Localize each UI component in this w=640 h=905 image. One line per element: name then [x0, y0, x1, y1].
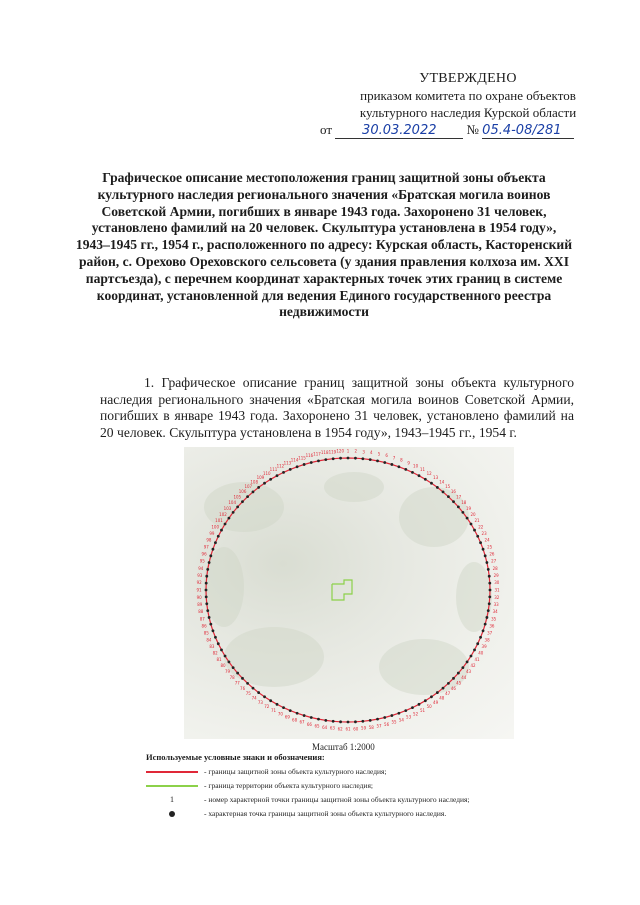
- boundary-point-label: 29: [493, 573, 499, 578]
- boundary-point: [457, 672, 460, 675]
- boundary-point-label: 78: [229, 675, 235, 680]
- boundary-point-label: 85: [203, 630, 209, 636]
- boundary-point-label: 5: [377, 451, 381, 457]
- boundary-point-label: 89: [197, 602, 203, 607]
- boundary-point: [447, 495, 450, 498]
- boundary-point-label: 36: [489, 623, 495, 629]
- boundary-point: [347, 721, 350, 724]
- boundary-point-label: 13: [433, 475, 439, 480]
- boundary-point: [476, 642, 479, 645]
- boundary-point: [241, 500, 244, 503]
- boundary-point-label: 14: [439, 479, 445, 485]
- boundary-point: [282, 471, 285, 474]
- boundary-point-label: 20: [470, 511, 476, 517]
- boundary-point: [488, 596, 491, 599]
- boundary-point-label: 102: [219, 511, 227, 517]
- boundary-point: [489, 589, 492, 592]
- boundary-point-label: 97: [203, 544, 209, 550]
- approval-line-1: приказом комитета по охране объектов: [360, 88, 576, 103]
- boundary-point-label: 64: [322, 724, 328, 730]
- boundary-point: [324, 458, 327, 461]
- boundary-point: [376, 718, 379, 721]
- boundary-point: [224, 523, 227, 526]
- boundary-point-label: 72: [264, 704, 270, 710]
- legend-item-text: - граница территории объекта культурного наследия;: [204, 781, 373, 790]
- boundary-point: [332, 457, 335, 460]
- boundary-point-label: 27: [491, 558, 497, 564]
- boundary-point: [324, 719, 327, 722]
- boundary-point: [209, 554, 212, 557]
- boundary-point-label: 112: [276, 463, 285, 469]
- boundary-point-label: 54: [398, 717, 404, 723]
- boundary-point-label: 68: [292, 717, 298, 723]
- boundary-point-label: 90: [196, 594, 202, 600]
- boundary-point: [361, 457, 364, 460]
- boundary-point: [332, 720, 335, 723]
- boundary-point-label: 118: [320, 450, 329, 456]
- boundary-point-label: 61: [345, 726, 351, 732]
- legend-green-line-symbol: [146, 780, 198, 792]
- boundary-point: [354, 457, 357, 460]
- legend-item-text: - границы защитной зоны объекта культурного наследия;: [204, 767, 387, 776]
- boundary-point: [487, 609, 490, 612]
- legend-item-text: - характерная точка границы защитной зоны объекта культурного наследия.: [204, 809, 447, 818]
- order-number: 05.4-08/281: [482, 123, 574, 139]
- boundary-point: [390, 463, 393, 466]
- boundary-point-label: 21: [474, 518, 480, 523]
- boundary-point: [317, 718, 320, 721]
- boundary-point: [470, 655, 473, 658]
- boundary-point-label: 66: [306, 721, 312, 727]
- legend-item: [146, 766, 546, 780]
- boundary-point: [424, 699, 427, 702]
- boundary-point: [485, 616, 488, 619]
- boundary-point: [232, 511, 235, 514]
- boundary-point: [205, 582, 208, 585]
- boundary-point-label: 9: [407, 460, 410, 466]
- boundary-point-label: 53: [406, 714, 412, 720]
- boundary-point-label: 81: [216, 657, 222, 662]
- boundary-point: [479, 541, 482, 544]
- boundary-point-label: 30: [494, 580, 500, 586]
- approval-date-line: [320, 121, 618, 139]
- boundary-point-label: 63: [329, 725, 335, 731]
- boundary-point: [488, 575, 491, 578]
- boundary-point-label: 28: [492, 565, 498, 571]
- boundary-point-label: 75: [245, 690, 251, 696]
- boundary-point-label: 7: [392, 455, 396, 461]
- order-date: 30.03.2022: [335, 123, 463, 139]
- boundary-point: [224, 655, 227, 658]
- document-title: Графическое описание местоположения границ защитной зоны объекта культурного наследия регионального значения «Братская могила воинов Советской Армии, погибших в январе 1943 года. Захоронено 31 человек, установлено фамилий на 20 человек. Скульптура установлена в 1954 году», 1943–1945 гг., 1954 г., расположенного по адресу: Курская область, Касторенский район, с. Орехово Ореховского сельсовета (у здания правления колхоза им. XXI партсъезда), с перечнем координат характерных точек этих границ в системе координат, установленной для ведения Единого государственного реестра недвижимости: [75, 170, 573, 320]
- boundary-point-label: 115: [298, 455, 306, 461]
- boundary-point-label: 2: [354, 448, 358, 454]
- boundary-point: [442, 491, 445, 494]
- legend-item-text: - номер характерной точки границы защитной зоны объекта культурного наследия;: [204, 795, 470, 804]
- boundary-point-label: 70: [277, 711, 283, 717]
- boundary-point-label: 76: [240, 685, 246, 691]
- boundary-point: [479, 636, 482, 639]
- boundary-point-label: 106: [238, 489, 247, 495]
- boundary-point-label: 100: [211, 524, 220, 530]
- boundary-point-label: 34: [492, 609, 498, 615]
- boundary-point-label: 62: [337, 726, 343, 732]
- territory-boundary: [332, 580, 352, 600]
- boundary-point-label: 73: [257, 700, 263, 705]
- boundary-point: [339, 457, 342, 460]
- approval-line-2: культурного наследия Курской области: [359, 105, 577, 120]
- boundary-point: [282, 706, 285, 709]
- boundary-point-label: 42: [470, 663, 476, 669]
- boundary-point-label: 114: [290, 457, 299, 463]
- description-paragraph: [100, 375, 574, 441]
- boundary-point: [220, 649, 223, 652]
- boundary-point: [461, 666, 464, 669]
- boundary-point-label: 98: [206, 537, 212, 543]
- boundary-point: [205, 575, 208, 578]
- boundary-point-label: 18: [461, 500, 467, 505]
- boundary-point: [303, 463, 306, 466]
- boundary-point: [436, 486, 439, 489]
- boundary-point-label: 4: [370, 450, 373, 456]
- map-legend: [146, 752, 546, 822]
- boundary-point-label: 17: [456, 494, 462, 500]
- boundary-point-label: 37: [487, 630, 493, 636]
- boundary-point: [430, 695, 433, 698]
- approval-heading: УТВЕРЖДЕНО: [419, 71, 517, 86]
- boundary-point: [212, 548, 215, 551]
- boundary-point: [397, 712, 400, 715]
- boundary-point-label: 26: [489, 551, 495, 557]
- boundary-point: [232, 666, 235, 669]
- boundary-map: [184, 447, 514, 739]
- boundary-point: [208, 616, 211, 619]
- boundary-point-label: 15: [445, 484, 451, 490]
- boundary-point: [303, 714, 306, 717]
- boundary-point: [383, 716, 386, 719]
- boundary-point: [205, 602, 208, 605]
- boundary-point-label: 16: [450, 489, 456, 495]
- boundary-point-label: 31: [494, 587, 500, 593]
- paragraph-text: 1. Графическое описание границ защитной зоны объекта культурного наследия регионального значения «Братская могила воинов Советской Армии, погибших в январе 1943 года. Захоронено 31 человек, установлено фамилий на 20 человек. Скульптура установлена в 1954 году», 1943–1945 гг., 1954 г.: [100, 375, 574, 440]
- boundary-point: [476, 535, 479, 538]
- boundary-point-label: 60: [353, 726, 359, 732]
- boundary-point: [310, 461, 313, 464]
- boundary-point: [452, 500, 455, 503]
- boundary-point-label: 91: [196, 587, 202, 593]
- boundary-point-label: 58: [368, 724, 374, 730]
- background-patch: [456, 562, 492, 632]
- boundary-point-label: 71: [270, 707, 277, 713]
- boundary-point: [217, 535, 220, 538]
- boundary-point-label: 69: [284, 714, 290, 720]
- boundary-point: [347, 457, 350, 460]
- boundary-point-label: 99: [209, 531, 215, 536]
- boundary-point-label: 83: [209, 644, 215, 649]
- boundary-point: [257, 486, 260, 489]
- boundary-point-label: 8: [400, 457, 403, 463]
- boundary-map-svg: [184, 447, 514, 739]
- boundary-point-label: 79: [224, 669, 231, 675]
- boundary-point-label: 3: [362, 449, 365, 455]
- boundary-point: [276, 703, 279, 706]
- boundary-point-label: 96: [201, 551, 207, 557]
- boundary-point-label: 44: [461, 675, 467, 680]
- boundary-point-label: 49: [433, 700, 439, 705]
- boundary-point: [205, 596, 208, 599]
- boundary-point: [208, 561, 211, 564]
- boundary-point: [436, 691, 439, 694]
- boundary-point-label: 40: [478, 650, 484, 656]
- boundary-point-label: 88: [198, 609, 204, 615]
- boundary-point-label: 1: [346, 448, 350, 454]
- legend-dot-symbol: [146, 808, 198, 820]
- boundary-point: [317, 459, 320, 462]
- boundary-point-label: 95: [199, 558, 205, 564]
- boundary-point-label: 77: [234, 680, 240, 686]
- boundary-point-label: 80: [220, 663, 226, 669]
- boundary-point: [276, 474, 279, 477]
- boundary-point: [461, 511, 464, 514]
- boundary-point: [296, 712, 299, 715]
- boundary-point-label: 38: [484, 637, 490, 643]
- boundary-point-label: 103: [223, 505, 232, 511]
- boundary-point: [214, 636, 217, 639]
- boundary-point: [473, 649, 476, 652]
- boundary-point: [257, 691, 260, 694]
- boundary-point: [206, 568, 209, 571]
- boundary-point: [442, 687, 445, 690]
- boundary-point: [487, 568, 490, 571]
- boundary-point: [296, 465, 299, 468]
- boundary-point: [206, 609, 209, 612]
- boundary-point: [488, 582, 491, 585]
- boundary-point: [466, 517, 469, 520]
- boundary-point-label: 113: [283, 460, 292, 466]
- boundary-point: [485, 561, 488, 564]
- boundary-point-label: 25: [487, 544, 493, 550]
- boundary-point-label: 92: [196, 580, 202, 586]
- boundary-point-label: 12: [426, 470, 432, 476]
- boundary-point: [217, 642, 220, 645]
- boundary-point-label: 41: [474, 657, 480, 662]
- boundary-point-label: 84: [206, 637, 212, 643]
- boundary-point: [452, 677, 455, 680]
- boundary-point-label: 104: [228, 500, 237, 505]
- boundary-point-label: 119: [328, 449, 337, 455]
- boundary-point-label: 116: [305, 453, 314, 459]
- boundary-point-label: 117: [313, 451, 321, 457]
- boundary-point-label: 87: [199, 616, 205, 622]
- boundary-point: [488, 602, 491, 605]
- boundary-point: [289, 709, 292, 712]
- boundary-point-label: 33: [493, 602, 499, 607]
- boundary-point: [236, 672, 239, 675]
- legend-number-symbol: 1: [170, 795, 174, 804]
- boundary-point-label: 59: [361, 725, 367, 731]
- boundary-point-label: 108: [250, 479, 259, 485]
- boundary-point: [466, 660, 469, 663]
- boundary-point: [411, 706, 414, 709]
- boundary-point: [220, 529, 223, 532]
- boundary-point: [236, 506, 239, 509]
- boundary-point: [447, 682, 450, 685]
- background-patch: [224, 627, 324, 687]
- boundary-point: [484, 623, 487, 626]
- boundary-point-label: 65: [314, 723, 320, 729]
- boundary-point-label: 55: [391, 719, 397, 725]
- boundary-point: [241, 677, 244, 680]
- boundary-point-label: 11: [419, 467, 426, 473]
- boundary-point-label: 6: [385, 453, 388, 459]
- boundary-point: [212, 629, 215, 632]
- legend-title: Используемые условные знаки и обозначения:: [146, 752, 325, 762]
- boundary-point-label: 86: [201, 623, 207, 629]
- boundary-point: [246, 682, 249, 685]
- boundary-point: [424, 478, 427, 481]
- boundary-point-label: 101: [215, 518, 223, 523]
- boundary-point-label: 82: [212, 650, 218, 656]
- boundary-point-label: 39: [481, 644, 487, 649]
- background-patch: [324, 472, 384, 502]
- legend-item: [146, 794, 546, 808]
- boundary-point: [376, 459, 379, 462]
- boundary-point: [205, 589, 208, 592]
- boundary-point: [252, 687, 255, 690]
- boundary-point-label: 109: [256, 475, 265, 480]
- boundary-point: [411, 471, 414, 474]
- boundary-point: [252, 491, 255, 494]
- boundary-point-label: 110: [262, 470, 271, 476]
- boundary-point: [246, 495, 249, 498]
- boundary-point: [482, 548, 485, 551]
- boundary-point-label: 93: [197, 573, 203, 578]
- number-label: №: [466, 122, 479, 137]
- approval-block: [318, 70, 618, 139]
- boundary-point: [228, 660, 231, 663]
- boundary-point-label: 24: [484, 537, 490, 543]
- boundary-point-label: 67: [299, 719, 305, 725]
- boundary-point: [269, 699, 272, 702]
- boundary-point-label: 74: [251, 695, 257, 701]
- boundary-point: [339, 720, 342, 723]
- boundary-point: [482, 629, 485, 632]
- boundary-point-label: 23: [481, 531, 487, 536]
- boundary-point: [354, 720, 357, 723]
- boundary-point: [263, 695, 266, 698]
- legend-item: [146, 780, 546, 794]
- boundary-point: [369, 719, 372, 722]
- boundary-point: [263, 482, 266, 485]
- boundary-point: [457, 506, 460, 509]
- boundary-point-label: 51: [419, 707, 426, 713]
- boundary-point-label: 32: [494, 594, 500, 600]
- boundary-point: [418, 703, 421, 706]
- boundary-point-label: 35: [491, 616, 497, 622]
- boundary-point-label: 47: [445, 690, 451, 696]
- boundary-point: [289, 468, 292, 471]
- boundary-point: [361, 720, 364, 723]
- boundary-point-label: 10: [413, 463, 419, 469]
- boundary-point: [470, 523, 473, 526]
- boundary-point: [383, 461, 386, 464]
- legend-item: [146, 808, 546, 822]
- boundary-point-label: 52: [413, 711, 419, 717]
- boundary-point: [418, 474, 421, 477]
- boundary-point-label: 56: [384, 721, 390, 727]
- boundary-point: [269, 478, 272, 481]
- boundary-point: [209, 623, 212, 626]
- boundary-point: [404, 709, 407, 712]
- boundary-point-label: 43: [465, 669, 472, 675]
- legend-red-line-symbol: [146, 766, 198, 778]
- boundary-point: [484, 554, 487, 557]
- boundary-point-label: 111: [269, 467, 278, 473]
- boundary-point-label: 22: [478, 524, 484, 530]
- boundary-point: [214, 541, 217, 544]
- boundary-point-label: 107: [244, 484, 253, 490]
- boundary-point-label: 57: [376, 723, 382, 729]
- boundary-point-label: 94: [198, 565, 204, 571]
- boundary-point: [430, 482, 433, 485]
- boundary-point: [404, 468, 407, 471]
- boundary-point-label: 46: [450, 685, 456, 691]
- boundary-point: [397, 465, 400, 468]
- boundary-point: [473, 529, 476, 532]
- boundary-point-label: 105: [233, 494, 242, 500]
- boundary-point: [390, 714, 393, 717]
- boundary-point: [369, 458, 372, 461]
- boundary-point-label: 48: [439, 695, 445, 701]
- from-label: от: [320, 122, 333, 137]
- boundary-point-label: 120: [336, 448, 345, 454]
- boundary-point: [228, 517, 231, 520]
- boundary-point-label: 50: [426, 704, 432, 710]
- boundary-point: [310, 716, 313, 719]
- map-scale: Масштаб 1:2000: [312, 742, 375, 752]
- boundary-point-label: 19: [465, 505, 472, 511]
- boundary-point-label: 45: [456, 680, 462, 686]
